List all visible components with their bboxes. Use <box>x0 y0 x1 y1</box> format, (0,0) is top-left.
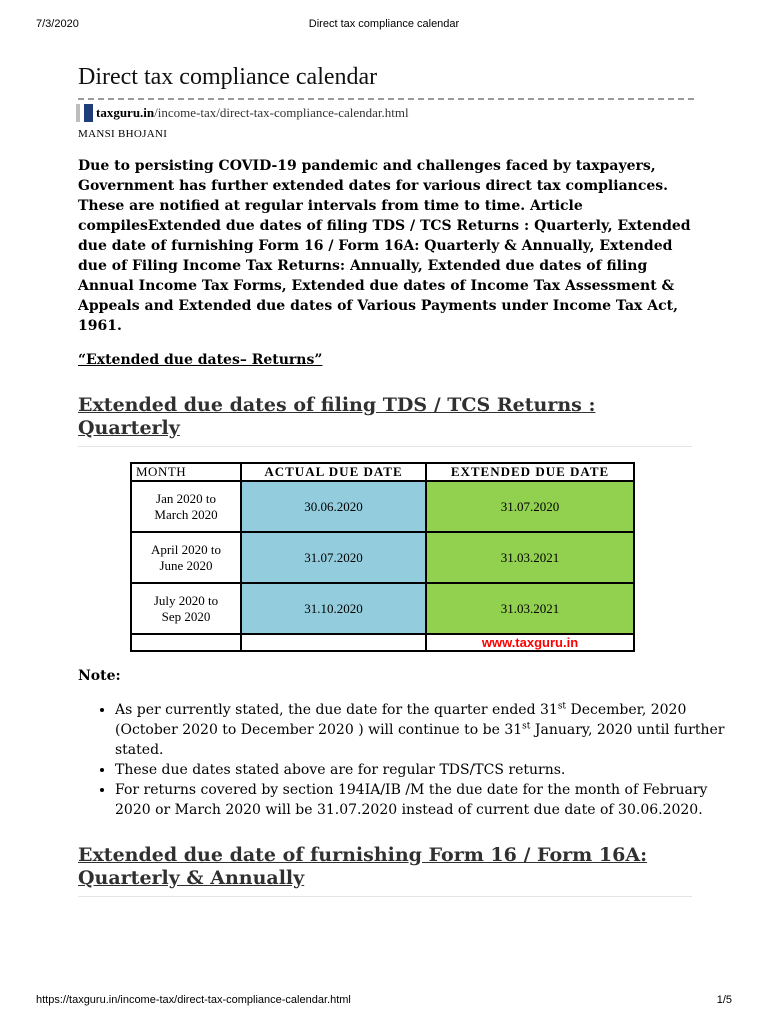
heading-text: : <box>581 394 596 416</box>
section-heading-tds <box>78 394 596 440</box>
month-line: April 2020 to <box>150 541 222 557</box>
ordinal-suffix: st <box>522 721 531 732</box>
header-actual-due-date: ACTUAL DUE DATE <box>241 463 426 481</box>
table-header-row <box>131 463 634 481</box>
intro-paragraph: Due to persisting COVID-19 pandemic and challenges faced by taxpayers, Government has further extended dates for various direct tax compliances. These are notified at regular intervals from time to time. Article compilesExtended due dates of filing TDS / TCS Returns : Quarterly, Extended due date of furnishing Form 16 / Form 16A: Quarterly & Annually, Extended due of Filing Income Tax Returns: Annually, Extended due dates of filing Annual Income Tax Forms, Extended due dates of Income Tax Assessment & Appeals and Extended due dates of Various Payments under Income Tax Act, 1961. <box>78 158 691 334</box>
note-text: January, 2020 until further stated. <box>115 722 725 758</box>
month-cell <box>131 583 241 634</box>
print-footer-url: https://taxguru.in/income-tax/direct-tax-compliance-calendar.html <box>36 994 351 1006</box>
table-row <box>131 481 634 532</box>
section-heading-form16 <box>78 844 647 890</box>
heading-text: Quarterly <box>78 417 180 439</box>
table-row <box>131 634 634 651</box>
month-cell <box>131 481 241 532</box>
actual-due-date: 31.10.2020 <box>241 583 426 634</box>
list-item <box>115 700 735 760</box>
month-line: Jan 2020 to <box>156 490 216 506</box>
ordinal-suffix: st <box>557 701 567 712</box>
empty-cell <box>131 634 241 651</box>
note-text: As per currently stated, the due date for the quarter ended 31 <box>115 702 558 718</box>
month-line: Sep 2020 <box>161 608 211 624</box>
month-line: June 2020 <box>159 557 213 573</box>
tds-due-date-table <box>130 462 635 652</box>
page-number: 1/5 <box>716 994 732 1006</box>
heading-link[interactable]: Quarterly & Annually <box>78 867 305 889</box>
list-item: • These due dates stated above are for regular TDS/TCS returns. <box>115 760 735 780</box>
section-divider <box>78 896 692 897</box>
month-line: March 2020 <box>154 506 218 522</box>
heading-link[interactable]: Extended due date of furnishing Form 16 / Form 16A: <box>78 844 648 866</box>
source-domain[interactable]: taxguru.in <box>96 105 155 120</box>
print-date: 7/3/2020 <box>36 18 79 30</box>
note-label: Note: <box>78 668 121 684</box>
actual-due-date: 31.07.2020 <box>241 532 426 583</box>
header-month: MONTH <box>131 463 241 481</box>
returns-subtitle: “Extended due dates– Returns” <box>78 352 323 368</box>
source-bar-icon <box>76 104 80 122</box>
watermark: www.taxguru.in <box>426 634 634 651</box>
empty-cell <box>241 634 426 651</box>
extended-due-date: 31.03.2021 <box>426 532 634 583</box>
header-extended-due-date: EXTENDED DUE DATE <box>426 463 634 481</box>
table-row <box>131 583 634 634</box>
actual-due-date: 30.06.2020 <box>241 481 426 532</box>
article-title: Direct tax compliance calendar <box>78 64 378 90</box>
heading-text: Extended due dates of filing <box>78 394 383 416</box>
print-header-title: Direct tax compliance calendar <box>308 18 460 30</box>
title-divider <box>78 98 694 100</box>
source-bar-icon <box>84 104 93 122</box>
list-item: • For returns covered by section 194IA/IB /M the due date for the month of February 2020 or March 2020 will be 31.07.2020 instead of current due date of 30.06.2020. <box>115 780 735 820</box>
extended-due-date: 31.07.2020 <box>426 481 634 532</box>
heading-link[interactable]: TDS / TCS Returns <box>382 394 582 416</box>
month-line: July 2020 to <box>153 592 219 608</box>
section-divider <box>78 446 692 447</box>
extended-due-date: 31.03.2021 <box>426 583 634 634</box>
source-path[interactable]: /income-tax/direct-tax-compliance-calendar.html <box>154 105 409 120</box>
source-link[interactable] <box>96 105 409 121</box>
table-row <box>131 532 634 583</box>
note-list <box>78 700 735 820</box>
month-cell <box>131 532 241 583</box>
author-name: MANSI BHOJANI <box>78 128 168 140</box>
note-text: December, 2020 (October 2020 to December 2020 ) will continue to be 31 <box>115 702 687 738</box>
